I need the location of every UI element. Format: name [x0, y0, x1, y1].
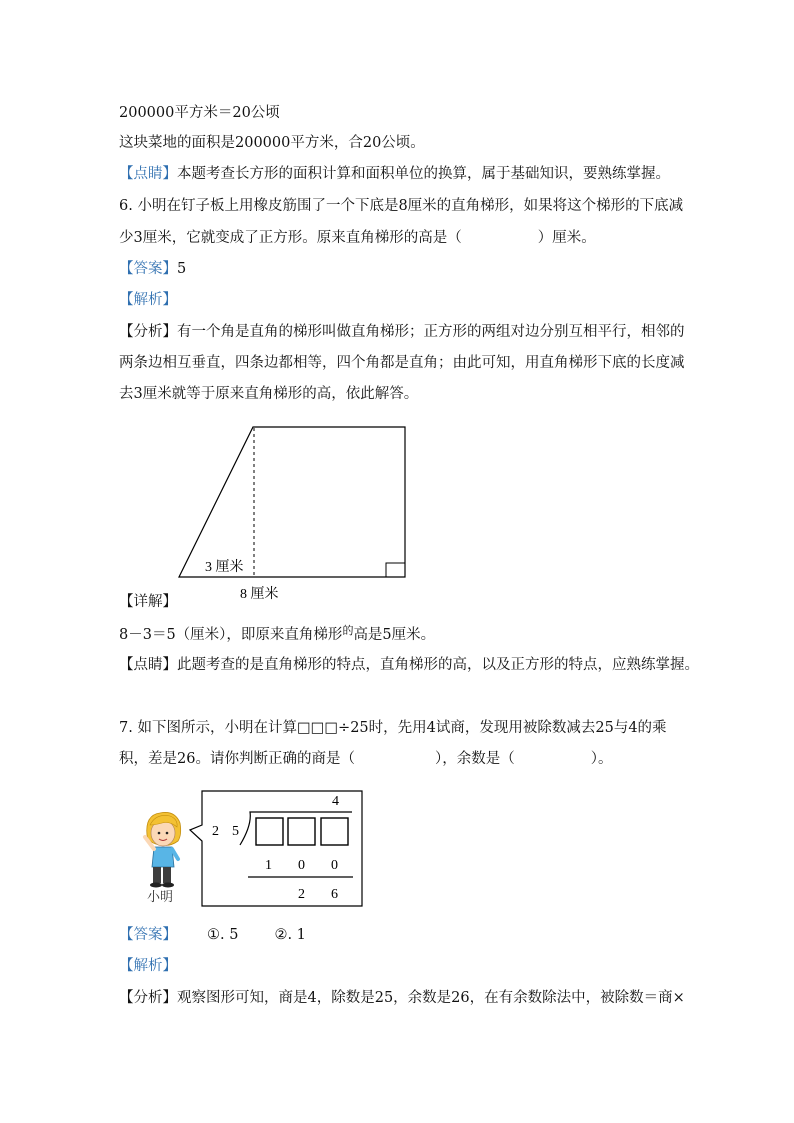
xiangjie-text-small: 的 [342, 624, 354, 637]
question-7-line-2 [119, 749, 612, 769]
dianjing-tag: 【点睛】 [119, 657, 177, 673]
question-7-text-b3: ）。 [590, 751, 613, 767]
divisor-digit: 2 [212, 824, 219, 839]
question-6-line-1 [119, 196, 683, 216]
dianjing-6-line [119, 655, 699, 675]
divisor-digit: 5 [232, 824, 239, 839]
dianjing-line [119, 164, 670, 184]
fenxi-6-line-2 [119, 353, 685, 373]
xiangjie-tag: 【详解】 [119, 594, 177, 610]
jiexi-tag: 【解析】 [119, 958, 177, 974]
fenxi-text: 观察图形可知，商是4，除数是25，余数是26，在有余数除法中，被除数＝商× [177, 990, 685, 1006]
question-6-text-a: 6. 小明在钉子板上用橡皮筋围了一个下底是8厘米的直角梯形，如果将这个梯形的下底减 [119, 198, 684, 214]
quotient-digit: 4 [332, 794, 339, 809]
division-figure [140, 785, 370, 910]
trapezoid-figure [170, 420, 415, 605]
trapezoid-outline [179, 427, 405, 577]
xiangjie-text: 8－3＝5（厘米），即原来直角梯形 [119, 627, 343, 643]
remainder-digit: 2 [298, 887, 305, 902]
fenxi-6-line-1 [119, 322, 685, 342]
xiangjie-text: 高是5厘米。 [353, 627, 436, 643]
fenxi-tag: 【分析】 [119, 990, 177, 1006]
remainder-digit: 6 [331, 887, 338, 902]
text-line [119, 133, 425, 153]
dianjing-text: 此题考查的是直角梯形的特点，直角梯形的高，以及正方形的特点，应熟练掌握。 [177, 657, 699, 673]
dianjing-text: 本题考查长方形的面积计算和面积单位的换算，属于基础知识，要熟练掌握。 [177, 166, 670, 182]
answer-tag: 【答案】 [119, 927, 177, 943]
boy-icon [145, 812, 181, 887]
xiangjie-6-line [119, 592, 177, 612]
right-angle-mark [386, 563, 405, 577]
fenxi-7-line [119, 988, 685, 1008]
answer-value-2: ②. 1 [274, 927, 306, 943]
xiangjie-6-text-line [119, 625, 435, 646]
answer-7-line [119, 925, 306, 945]
question-6-text-b1: 少3厘米，它就变成了正方形。原来直角梯形的高是（ [119, 230, 462, 246]
jiexi-7-line [119, 956, 177, 976]
question-6-line-2 [119, 228, 596, 248]
fenxi-text: 去3厘米就等于原来直角梯形的高，依此解答。 [119, 386, 419, 402]
dianjing-tag: 【点睛】 [119, 166, 177, 182]
fenxi-text: 有一个角是直角的梯形叫做直角梯形；正方形的两组对边分别互相平行，相邻的 [177, 324, 685, 340]
answer-6-line [119, 259, 186, 279]
answer-value: 5 [177, 261, 187, 277]
fenxi-tag: 【分析】 [119, 324, 177, 340]
conversion-line: 200000平方米＝20公顷 [119, 105, 280, 121]
answer-value-1: ①. 5 [207, 927, 239, 943]
jiexi-tag: 【解析】 [119, 292, 177, 308]
question-7-line-1 [119, 718, 667, 738]
label-8cm: 8 厘米 [240, 587, 279, 602]
jiexi-6-line [119, 290, 177, 310]
question-7-text-b1: 积，差是26。请你判断正确的商是（ [119, 751, 355, 767]
product-digit: 0 [298, 858, 305, 873]
text-line [119, 103, 280, 123]
question-7-text-a: 7. 如下图所示，小明在计算□□□÷25时，先用4试商，发现用被除数减去25与4的乘 [119, 720, 667, 736]
conclusion-line: 这块菜地的面积是200000平方米，合20公顷。 [119, 135, 425, 151]
product-digit: 0 [331, 858, 338, 873]
label-3cm: 3 厘米 [205, 560, 244, 575]
question-7-text-b2: ），余数是（ [434, 751, 515, 767]
boy-caption: 小明 [147, 889, 174, 904]
fenxi-6-line-3 [119, 384, 418, 404]
product-digit: 1 [265, 858, 272, 873]
question-6-text-b2: ）厘米。 [537, 230, 596, 246]
answer-tag: 【答案】 [119, 261, 177, 277]
fenxi-text: 两条边相互垂直，四条边都相等，四个角都是直角；由此可知，用直角梯形下底的长度减 [119, 355, 685, 371]
